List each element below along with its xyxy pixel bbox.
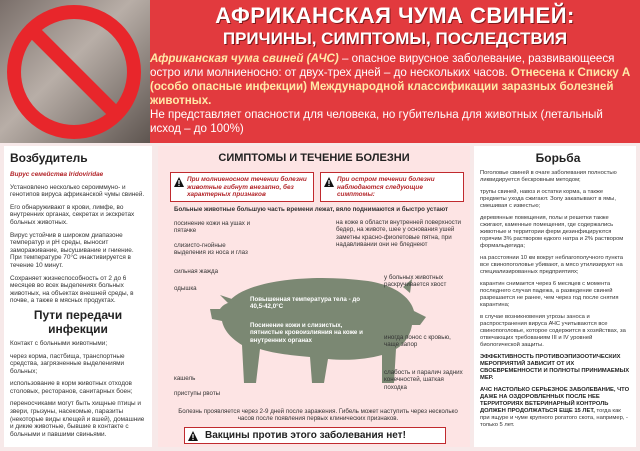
page-title: АФРИКАНСКАЯ ЧУМА СВИНЕЙ: xyxy=(215,3,575,28)
pathogen-p1: Установлено несколько сероиммуно- и генотипов вируса африканской чумы свиней. xyxy=(10,183,145,199)
control-p6: в случае возникновения угрозы заноса и распространения вируса АЧС учитываются все свинопоголовье, которое содержится в хозяйствах, за отвечающих требованиям III и IV уровней биологической защиты. xyxy=(480,314,626,348)
warning-icon xyxy=(324,177,334,187)
symptom-vomiting: приступы рвоты xyxy=(174,390,221,397)
transmission-4: переносчиками могут быть хищные птицы и звери, грызуны, насекомые, паразиты (некоторые виды клещей и вшей), домашние и дикие животные, бывшие в контакте с больными и павшими свиньями. xyxy=(10,400,145,438)
pathogen-column xyxy=(4,146,152,447)
pathogen-p3: Вирус устойчив в широком диапазоне температур и рН среды, выносит замораживание, высушивание и гниение. При температуре 70°С инактивируется в течение 10 минут. xyxy=(10,231,134,269)
acute-text: При остром течении болезни наблюдаются следующие симптомы: xyxy=(337,176,435,199)
header-banner xyxy=(0,0,640,143)
pathogen-p2: Его обнаруживают в крови, лимфе, во внутренних органах, секретах и экскретах больных животных. xyxy=(10,203,135,226)
control-title: Борьба xyxy=(535,151,581,165)
acute-box xyxy=(320,172,464,202)
transmission-3: использование в корм животных отходов столовых, ресторанов, санитарных боен; xyxy=(10,380,133,395)
control-p5: карантин снимается через 6 месяцев с момента последнего случая падежа, а разведение свиней разрешается не ранее, чем через год после снятия карантина; xyxy=(480,281,619,308)
intro-text xyxy=(150,52,635,136)
control-p1: Поголовье свиней в очаге заболевания полностью ликвидируется бескровным методом; xyxy=(480,170,617,183)
symptom-ears: посинение кожи на ушах и пятачке xyxy=(174,220,251,235)
fulminant-box xyxy=(170,172,314,202)
long-control-tail: тогда как при ящуре и чуме крупного рогатого скота, например, - только 5 лет. xyxy=(480,408,628,428)
symptoms-title: СИМПТОМЫ И ТЕЧЕНИЕ БОЛЕЗНИ xyxy=(218,152,410,164)
fever-label: Повышенная температура тела - до 40,5-42,0°С xyxy=(250,296,361,311)
cyanosis-label: Посинение кожи и слизистых, пятнистые кровоизлияния на коже и внутренних органах xyxy=(250,322,363,344)
control-text xyxy=(474,170,636,429)
pathogen-title: Возбудитель xyxy=(10,151,88,165)
transmission-1: Контакт с больными животными; xyxy=(10,339,108,347)
fulminant-text: При молниеносном течении болезни животные гибнут внезапно, без характерных признаков xyxy=(187,176,307,199)
intro-list-a: Отнесена к Списку А (особо опасные инфекции) Международной классификации заразных болезней животных. xyxy=(150,66,631,107)
general-symptom: Больные животные большую часть времени лежат, вяло поднимаются и быстро устают xyxy=(174,206,448,213)
transmission-title: Пути передачи инфекции xyxy=(33,307,123,336)
control-p2: трупы свиней, навоз и остатки корма, а также предметы ухода сжигают. Золу закапывают в ямы, смешивая с известью; xyxy=(480,189,616,209)
symptom-diarrhea: иногда понос с кровью, чаще запор xyxy=(384,334,451,349)
warning-icon xyxy=(174,177,184,187)
symptom-dyspnea: одышка xyxy=(174,285,197,292)
symptom-paralysis: слабость и паралич задних конечностей, шаткая походка xyxy=(384,369,463,391)
pathogen-p4: Сохраняет жизнеспособность от 2 до 6 месяцев во всех выделениях больных животных, на объектах внешней среды, в почве, а также в мясных продуктах. xyxy=(10,274,134,305)
intro-disease-name: Африканская чума свиней (АЧС) xyxy=(150,52,339,65)
vaccine-warning xyxy=(184,427,446,444)
symptom-cough: кашель xyxy=(174,375,196,382)
incubation-note: Болезнь проявляется через 2-9 дней после заражения. Гибель может наступить через несколько часов после появления первых клинических признаков. xyxy=(178,408,458,423)
long-control-note: АЧС НАСТОЛЬКО СЕРЬЕЗНОЕ ЗАБОЛЕВАНИЕ, ЧТО ДАЖЕ НА ОЗДОРОВЛЕННЫХ ПОСЛЕ НЕЕ ТЕРРИТОРИЯХ ВЕТЕРИНАРНЫЙ КОНТРОЛЬ ДОЛЖЕН ПРОДОЛЖАТЬСЯ ЕЩЕ 15 ЛЕТ, xyxy=(480,387,630,414)
prohibition-icon xyxy=(4,2,144,142)
intro-line2: Не представляет опасности для человека, но губительна для животных (летальный исход – до 100%) xyxy=(150,108,603,135)
control-p4: на расстоянии 10 км вокруг неблагополучного пункта все свинопоголовье убивают, а мясо утилизируют на специализированных предприятиях; xyxy=(480,255,623,275)
symptom-thirst: сильная жажда xyxy=(174,268,219,275)
control-column xyxy=(474,146,636,447)
control-p3: деревянные помещения, полы и решетки также сжигают, каменные помещения, где содержались животные и территории ферм дезинфицируются горячим 3% раствором едкого натра и 2% раствором формальдегида; xyxy=(480,215,624,249)
page-subtitle: ПРИЧИНЫ, СИМПТОМЫ, ПОСЛЕДСТВИЯ xyxy=(222,29,568,48)
symptom-discharge: слизисто-гнойные выделения из носа и глаз xyxy=(174,242,248,257)
symptom-tail: у больных животных раскручивается хвост xyxy=(384,274,447,289)
virus-name: Вирус семейства Iridoviridae xyxy=(10,171,104,178)
transmission-2: через корма, пастбища, транспортные средства, загрязненные выделениями больных; xyxy=(10,352,125,375)
symptom-spots: на коже в области внутренней поверхности бедер, на животе, шее у основания ушей заметны красно-фиолетовые пятна, при надавливании они не бледнеют xyxy=(336,219,462,249)
vaccine-text: Вакцины против этого заболевания нет! xyxy=(205,430,406,441)
warning-icon xyxy=(188,431,198,441)
transmission-text xyxy=(4,340,152,439)
intro-line1: – опасное вирусное заболевание, развивающееся остро или молниеносно: от двух-трех дней – до нескольких часов. xyxy=(150,52,615,79)
pathogen-text xyxy=(4,171,152,305)
symptoms-panel xyxy=(158,146,470,447)
effectiveness-note: ЭФФЕКТИВНОСТЬ ПРОТИВОЭПИЗООТИЧЕСКИХ МЕРОПРИЯТИЙ ЗАВИСИТ ОТ ИХ СВОЕВРЕМЕННОСТИ И ПОЛНОТЫ ПРИНИМАЕМЫХ МЕР. xyxy=(480,354,630,381)
